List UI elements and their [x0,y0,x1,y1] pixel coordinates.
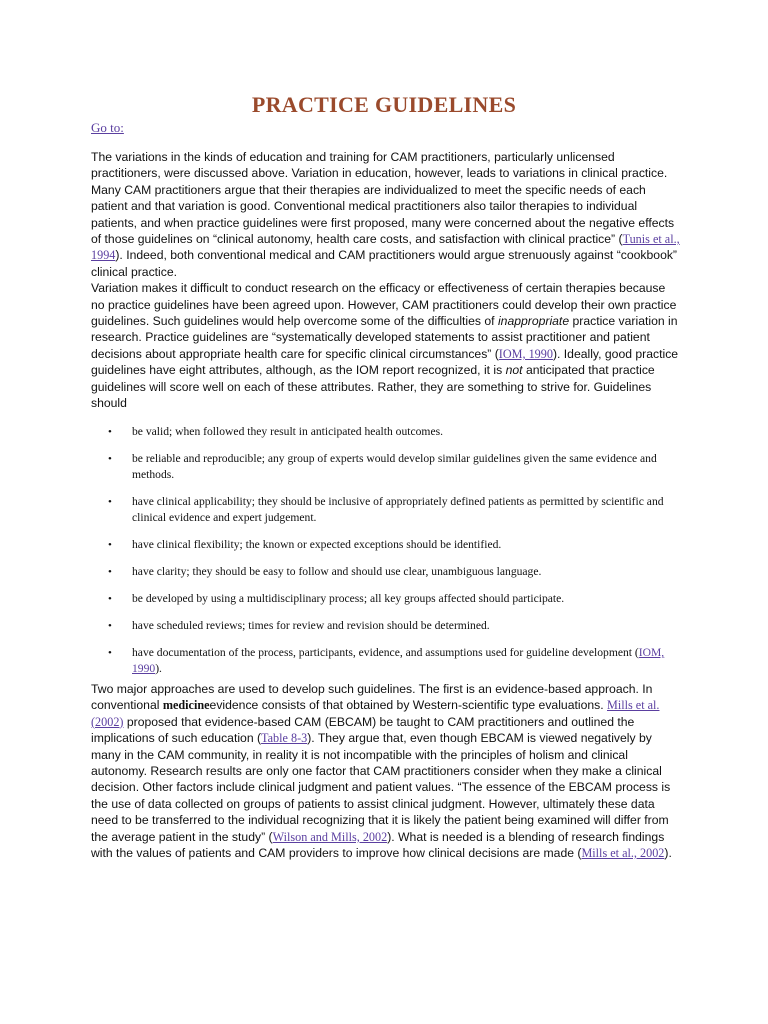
emphasis-not: not [505,363,523,378]
text-segment: ). They argue that, even though EBCAM is viewed negatively by many in the CAM community, in reality it is not incompatible with the principles of holism and clinical autonomy. Research results are only one factor that CAM practitioners consider when they make a clinical decision. Other factors include clinical judgment and patient values. “The essence of the EBCAM process is the use of data collected on groups of patients to assist clinical judgment. However, ultimately these data need to be transferred to the individual recognizing that it is likely the patient being examined will differ from the average patient in the study” ( [91,731,671,844]
list-item-text: have clinical applicability; they should be inclusive of appropriately defined patients as permitted by scientific and clinical evidence and expert judgement. [132,495,664,524]
text-segment: Variation makes it difficult to conduct research on the efficacy or effectiveness of certain therapies because no practice guidelines have been agreed upon. However, CAM practitioners could develop their own practice guidelines. Such guidelines would help overcome some of the difficulties of [91,281,677,329]
text-segment: The variations in the kinds of education and training for CAM practitioners, particularly unlicensed practitioners, were discussed above. Variation in education, however, leads to variations in clinical practice. Many CAM practitioners argue that their therapies are individualized to meet the specific needs of each patient and that variation is good. Conventional medical practitioners also tailor therapies to individual patients, and when practice guidelines were first proposed, many were concerned about the negative effects of those guidelines on “clinical autonomy, health care costs, and satisfaction with clinical practice” ( [91,150,675,247]
list-item-text: be valid; when followed they result in anticipated health outcomes. [132,425,444,438]
list-item-text: have clinical flexibility; the known or expected exceptions should be identified. [132,538,502,551]
list-item-text: have clarity; they should be easy to follow and should use clear, unambiguous language. [132,565,542,578]
list-item-text-end: ). [155,662,162,675]
intro-paragraph [91,149,681,412]
bullet-icon: • [108,426,112,438]
bullet-icon: • [108,496,112,508]
citation-link-iom-1990[interactable]: IOM, 1990 [498,346,553,361]
text-segment: ). What is needed is a blending of research findings with the values of patients and CAM providers to improve how clinical decisions are made ( [91,829,665,861]
text-segment: Two major approaches are used to develop such guidelines. The first is an evidence-based approach. In conventional [91,682,653,713]
list-item [91,451,671,483]
citation-link-tunis-1994[interactable]: Tunis et al., 1994 [91,232,680,263]
list-item [91,564,671,580]
table-link-8-3[interactable]: Table 8-3 [261,731,308,746]
citation-link-mills-2002[interactable]: Mills et al. (2002) [91,698,660,729]
text-segment: evidence consists of that obtained by Western-scientific type evaluations. [209,698,607,713]
list-item [91,424,671,440]
list-item-text: be reliable and reproducible; any group of experts would develop similar guidelines given the same evidence and methods. [132,452,657,481]
citation-link-mills-et-al-2002[interactable]: Mills et al., 2002 [581,846,665,861]
bullet-icon: • [108,539,112,551]
text-segment: proposed that evidence-based CAM (EBCAM) be taught to CAM practitioners and outlined the implications of such education ( [91,714,635,746]
text-segment: ). Indeed, both conventional medical and CAM practitioners would argue strenuously against “cookbook” clinical practice. [91,248,677,279]
bullet-icon: • [108,593,112,605]
citation-link-wilson-mills-2002[interactable]: Wilson and Mills, 2002 [272,829,388,844]
approaches-paragraph [91,681,681,861]
go-to-link[interactable]: Go to: [91,120,124,135]
text-segment: ). Ideally, good practice guidelines have eight attributes, although, as the IOM report recognized, it is [91,346,679,378]
list-item [91,494,671,526]
guideline-attributes-list [91,424,671,677]
list-item [91,618,671,634]
list-item [91,645,671,677]
bullet-icon: • [108,647,112,659]
emphasis-inappropriate: inappropriate [497,314,570,329]
bold-term-medicine: medicine [162,698,210,713]
text-segment: practice variation in research. Practice guidelines are “systematically developed statements to assist practitioner and patient decisions about appropriate health care for specific clinical circumstances” ( [91,314,678,361]
bullet-icon: • [108,566,112,578]
citation-link-iom-1990[interactable]: IOM, 1990 [132,646,665,675]
list-item [91,591,671,607]
text-segment: anticipated that practice guidelines will score well on each of these attributes. Rather, they are something to strive for. Guidelines should [91,363,655,411]
bullet-icon: • [108,620,112,632]
bullet-icon: • [108,453,112,465]
page-title: PRACTICE GUIDELINES [251,92,517,117]
text-segment: ). [664,846,672,861]
list-item-text: be developed by using a multidisciplinary process; all key groups affected should participate. [132,592,565,605]
list-item [91,537,671,553]
list-item-text: have documentation of the process, participants, evidence, and assumptions used for guideline development ( [132,646,639,659]
list-item-text: have scheduled reviews; times for review and revision should be determined. [132,619,490,632]
